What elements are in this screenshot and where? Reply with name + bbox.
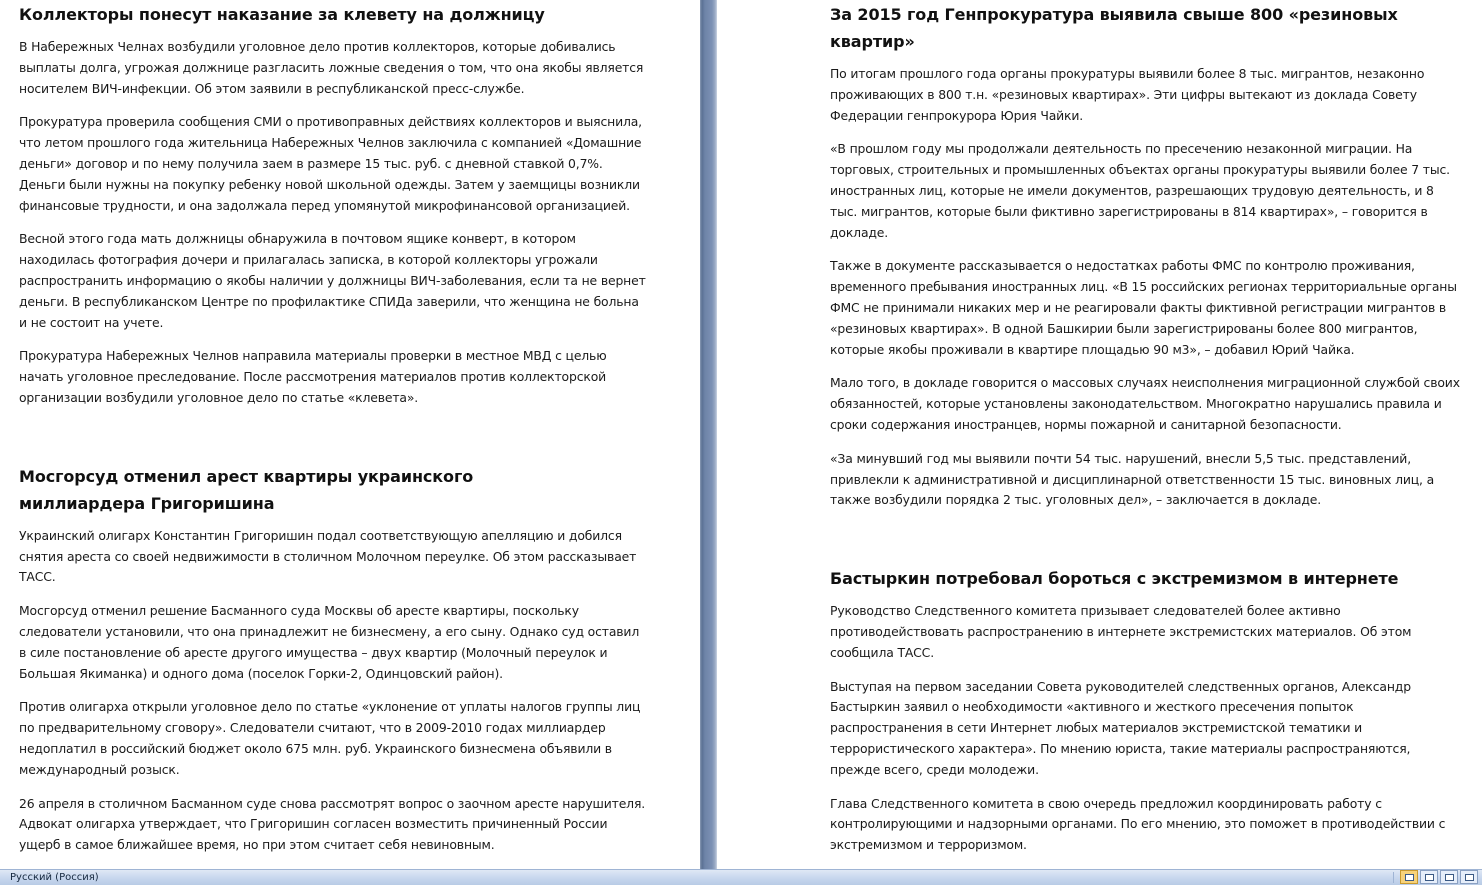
document-page-right[interactable] (717, 0, 1482, 869)
outline-view-button[interactable] (1460, 870, 1478, 884)
view-mode-buttons (1400, 870, 1482, 885)
article-paragraph: «За минувший год мы выявили почти 54 тыс. нарушений, внесли 5,5 тыс. представлений, привлекли к административной и дисциплинарной ответственности 15 тыс. виновных лиц, а также возбудили порядка 2 тыс. уголовных дел», – заключается в докладе. (830, 450, 1435, 508)
outline-icon (1465, 874, 1474, 881)
article-spacer (830, 524, 1460, 564)
article-spacer (19, 422, 649, 462)
page-separator (700, 0, 717, 869)
status-bar (0, 869, 1482, 885)
article-paragraph: Весной этого года мать должницы обнаружила в почтовом ящике конверт, в котором находилась фотография дочери и прилагалась записка, в которой коллекторы угрожали распространить информацию о якобы наличии у должницы ВИЧ-заболевания, если та не вернет деньги. В республиканском Центре по профилактике СПИДа заверили, что женщина не больна и не состоит на учете. (19, 231, 646, 330)
article-paragraph: Мосгорсуд отменил решение Басманного суда Москвы об аресте квартиры, поскольку следователи установили, что она принадлежит не бизнесмену, а его сыну. Однако суд оставил в силе постановление об аресте другого имущества – двух квартир (Молочный переулок и Большая Якиманка) и одного дома (поселок Горки-2, Одинцовский район). (19, 603, 640, 681)
article-title: Бастыркин потребовал бороться с экстремизмом в интернете (830, 569, 1399, 589)
document-page-left[interactable] (0, 0, 700, 869)
language-indicator[interactable]: Русский (Россия) (10, 872, 99, 883)
article-paragraph: Мало того, в докладе говорится о массовых случаях неисполнения миграционной службой своих обязанностей, которые установлены законодательством. Многократно нарушались правила и сроки содержания иностранцев, нормы пожарной и санитарной безопасности. (830, 375, 1460, 432)
web-layout-view-button[interactable] (1440, 870, 1458, 884)
article-paragraph: «В прошлом году мы продолжали деятельность по пресечению незаконной миграции. На торговых, строительных и промышленных объектах органы прокуратуры выявили более 7 тыс. иностранных лиц, которые не имели документов, разрешающих трудовую деятельность, и 8 тыс. мигрантов, которые были фиктивно зарегистрированы в 814 квартирах», – говорится в докладе. (830, 141, 1450, 240)
article-paragraph: По итогам прошлого года органы прокуратуры выявили более 8 тыс. мигрантов, незаконно проживающих в 800 т.н. «резиновых квартирах». Эти цифры вытекают из доклада Совету Федерации генпрокурора Юрия Чайки. (830, 66, 1425, 123)
article-paragraph: Руководство Следственного комитета призывает следователей более активно противодействовать распространению в интернете экстремистских материалов. Об этом сообщила ТАСС. (830, 603, 1412, 660)
book-icon (1425, 874, 1434, 881)
article-paragraph: Украинский олигарх Константин Григоришин подал соответствующую апелляцию и добился снятия ареста со своей недвижимости в столичном Молочном переулке. Об этом рассказывает ТАСС. (19, 527, 637, 585)
article-paragraph: Против олигарха открыли уголовное дело по статье «уклонение от уплаты налогов группы лиц по предварительному сговору». Следователи считают, что в 2009-2010 годах миллиардер недоплатил в российский бюджет около 675 млн. руб. Украинского бизнесмена объявили в международный розыск. (19, 699, 641, 777)
article-paragraph: Глава Следственного комитета в свою очередь предложил координировать работу с контролирующими и надзорными органами. По его мнению, это поможет в противодействии с экстремизмом и терроризмом. (830, 795, 1446, 853)
status-divider (1393, 872, 1394, 883)
article-title: Мосгорсуд отменил арест квартиры украинского миллиардера Григоришина (19, 466, 474, 513)
article-title: За 2015 год Генпрокуратура выявила свыше 800 «резиновых квартир» (830, 5, 1398, 51)
print-layout-view-button[interactable] (1400, 870, 1418, 884)
article-paragraph: Прокуратура проверила сообщения СМИ о противоправных действиях коллекторов и выяснила, что летом прошлого года жительница Набережных Челнов заключила с компанией «Домашние деньги» договор и по нему получила заем в размере 15 тыс. руб. с дневной ставкой 0,7%. Деньги были нужны на покупку ребенку новой школьной одежды. Затем у заемщицы возникли финансовые трудности, и она задолжала перед упомянутой микрофинансовой организацией. (19, 114, 642, 213)
article-paragraph: Прокуратура Набережных Челнов направила материалы проверки в местное МВД с целью начать уголовное преследование. После рассмотрения материалов против коллекторской организации возбудили уголовное дело по статье «клевета». (19, 348, 607, 405)
article-paragraph: Выступая на первом заседании Совета руководителей следственных органов, Александр Бастыркин заявил о необходимости «активного и жесткого пресечения попыток распространения в сети Интернет любых материалов экстремистской тематики и террористического характера». По мнению юриста, такие материалы распространяются, прежде всего, среди молодежи. (830, 678, 1411, 777)
page-icon (1405, 874, 1414, 881)
article-paragraph: Также в документе рассказывается о недостатках работы ФМС по контролю проживания, временного пребывания иностранных лиц. «В 15 российских регионах территориальные органы ФМС не принимали никаких мер и не реагировали факты фиктивной регистрации мигрантов в «резиновых квартирах». В одной Башкирии были зарегистрированы более 800 мигрантов, которые якобы проживали в квартире площадью 90 м3», – добавил Юрий Чайка. (830, 258, 1457, 357)
article-title: Коллекторы понесут наказание за клевету на должницу (19, 5, 545, 24)
article-paragraph: В Набережных Челнах возбудили уголовное дело против коллекторов, которые добивались выплаты долга, угрожая должнице разгласить ложные сведения о том, что она якобы является носителем ВИЧ-инфекции. Об этом заявили в республиканской пресс-службе. (19, 39, 644, 96)
web-icon (1445, 874, 1454, 881)
article-paragraph: 26 апреля в столичном Басманном суде снова рассмотрят вопрос о заочном аресте нарушителя. Адвокат олигарха утверждает, что Григоришин согласен возместить причиненный России ущерб в самое ближайшее время, но при этом считает себя невиновным. (19, 795, 646, 853)
full-screen-reading-view-button[interactable] (1420, 870, 1438, 884)
